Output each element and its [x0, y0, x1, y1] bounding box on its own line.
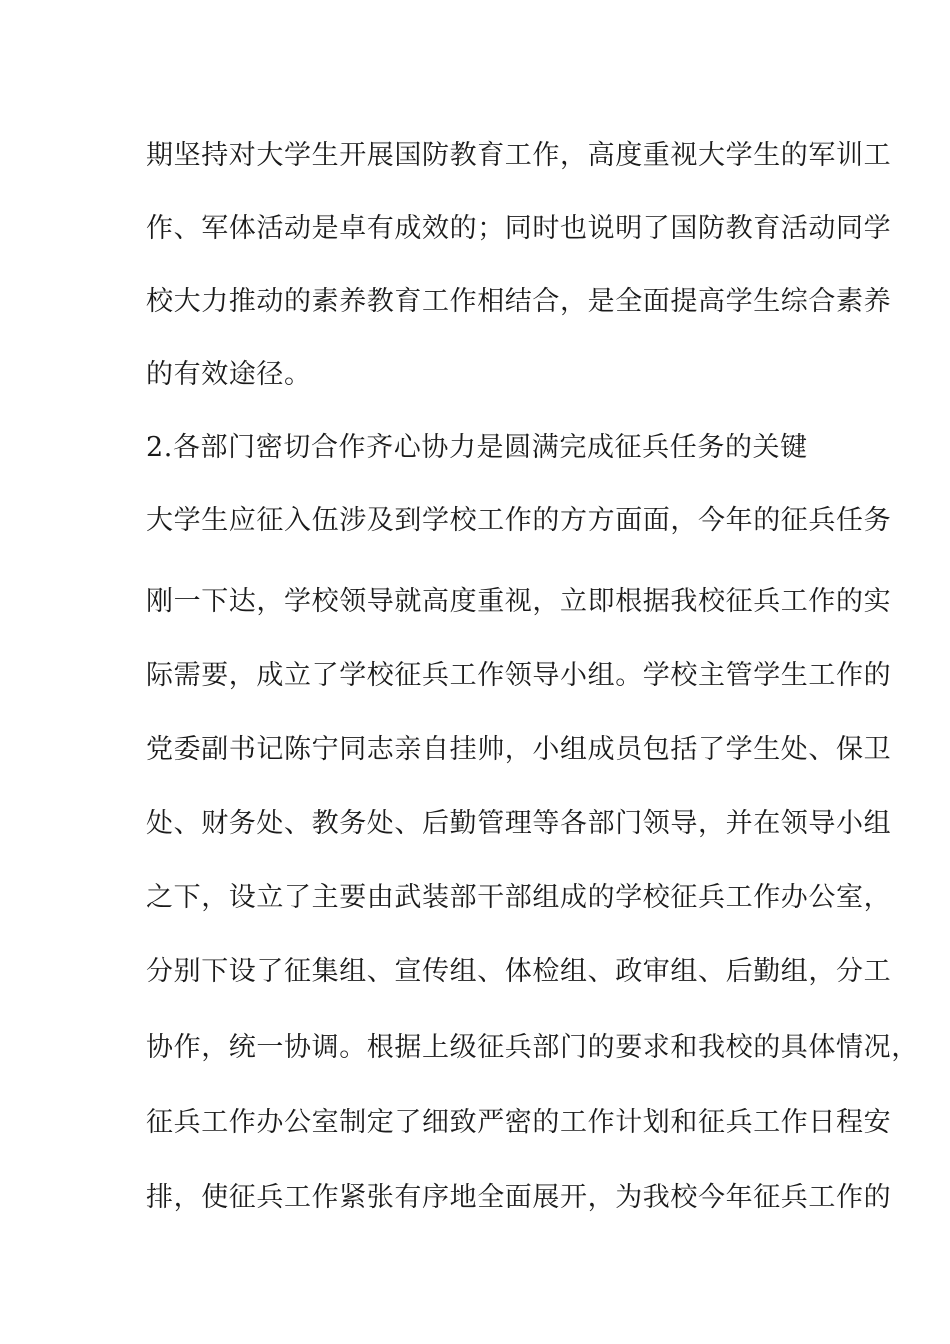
text-line-11: 之下，设立了主要由武装部干部组成的学校征兵工作办公室， — [146, 882, 892, 913]
text-line-8: 际需要，成立了学校征兵工作领导小组。学校主管学生工作的 — [146, 660, 892, 691]
text-line-10: 处、财务处、教务处、后勤管理等各部门领导，并在领导小组 — [146, 808, 892, 839]
text-line-4: 的有效途径。 — [146, 359, 312, 390]
text-line-3: 校大力推动的素养教育工作相结合，是全面提高学生综合素养 — [146, 286, 892, 317]
text-line-1: 期坚持对大学生开展国防教育工作，高度重视大学生的军训工 — [146, 140, 892, 171]
text-line-9: 党委副书记陈宁同志亲自挂帅，小组成员包括了学生处、保卫 — [146, 734, 892, 765]
text-line-7: 刚一下达，学校领导就高度重视，立即根据我校征兵工作的实 — [146, 586, 892, 617]
text-line-13: 协作，统一协调。根据上级征兵部门的要求和我校的具体情况， — [146, 1032, 919, 1063]
text-line-12: 分别下设了征集组、宣传组、体检组、政审组、后勤组，分工 — [146, 956, 892, 987]
text-line-6: 大学生应征入伍涉及到学校工作的方方面面，今年的征兵任务 — [146, 505, 892, 536]
text-line-2: 作、军体活动是卓有成效的；同时也说明了国防教育活动同学 — [146, 213, 892, 244]
text-line-14: 征兵工作办公室制定了细致严密的工作计划和征兵工作日程安 — [146, 1107, 892, 1138]
section-heading: 2.各部门密切合作齐心协力是圆满完成征兵任务的关键 — [146, 432, 808, 463]
text-line-15: 排，使征兵工作紧张有序地全面展开，为我校今年征兵工作的 — [146, 1182, 892, 1213]
